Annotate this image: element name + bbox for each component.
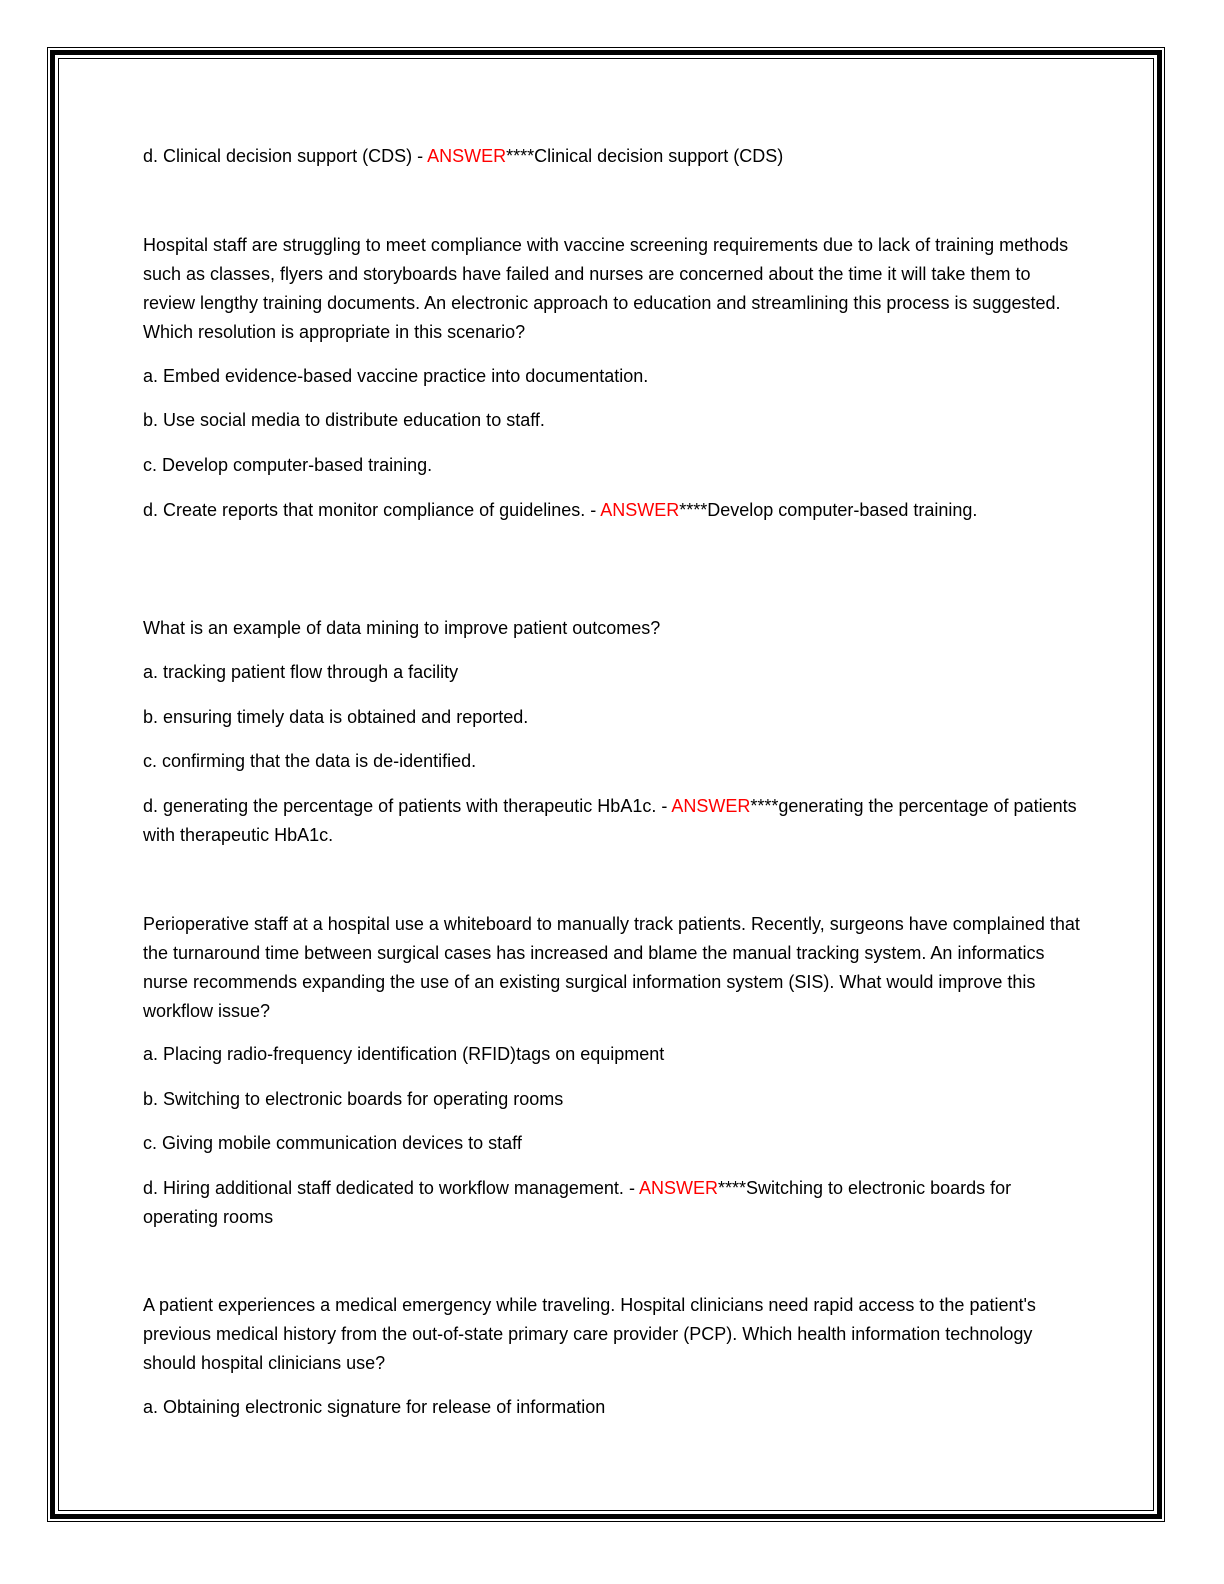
paragraph: A patient experiences a medical emergency while traveling. Hospital clinicians need rapid access to the patient's previous medical history from the out-of-state primary care provider (PCP). Which health information technology should hospital clinicians use? [143,1295,1036,1373]
answer-text: ****generating the percentage of patients with therapeutic HbA1c. [143,796,1077,845]
option-text: d. Clinical decision support (CDS) - [143,146,428,166]
paragraph: What is an example of data mining to improve patient outcomes? [143,618,661,638]
answer-label: ANSWER [427,146,507,166]
answer-text: ****Clinical decision support (CDS) [506,146,784,166]
paragraph: a. tracking patient flow through a facility [143,662,459,682]
paragraph: c. confirming that the data is de-identified. [143,751,477,771]
answer-line [143,496,1083,525]
paragraph: b. Use social media to distribute education to staff. [143,410,545,430]
answer-line [143,792,1083,850]
answer-line [143,1174,1083,1232]
answer-label: ANSWER [600,500,680,520]
answer-text: ****Switching to electronic boards for operating rooms [143,1178,1012,1227]
paragraph: a. Obtaining electronic signature for release of information [143,1397,606,1417]
answer-text: ****Develop computer-based training. [679,500,978,520]
option-text: d. Create reports that monitor compliance of guidelines. - [143,500,601,520]
paragraph: a. Embed evidence-based vaccine practice into documentation. [143,366,649,386]
answer-label: ANSWER [671,796,751,816]
option-text: d. Hiring additional staff dedicated to workflow management. - [143,1178,639,1198]
option-text: d. generating the percentage of patients with therapeutic HbA1c. - [143,796,672,816]
answer-label: ANSWER [638,1178,718,1198]
paragraph: b. ensuring timely data is obtained and reported. [143,707,529,727]
paragraph: Hospital staff are struggling to meet compliance with vaccine screening requirements due to lack of training methods such as classes, flyers and storyboards have failed and nurses are concerned about the time it will take them to review lengthy training documents. An electronic approach to education and streamlining this process is suggested. Which resolution is appropriate in this scenario? [143,235,1069,342]
paragraph: a. Placing radio-frequency identification (RFID)tags on equipment [143,1044,665,1064]
paragraph: c. Develop computer-based training. [143,455,433,475]
paragraph: c. Giving mobile communication devices to staff [143,1133,522,1153]
paragraph: Perioperative staff at a hospital use a whiteboard to manually track patients. Recently, surgeons have complained that the turnaround time between surgical cases has increased and blame the manual tracking system. An informatics nurse recommends expanding the use of an existing surgical information system (SIS). What would improve this workflow issue? [143,914,1080,1021]
answer-line [143,142,1083,171]
paragraph: b. Switching to electronic boards for operating rooms [143,1089,564,1109]
